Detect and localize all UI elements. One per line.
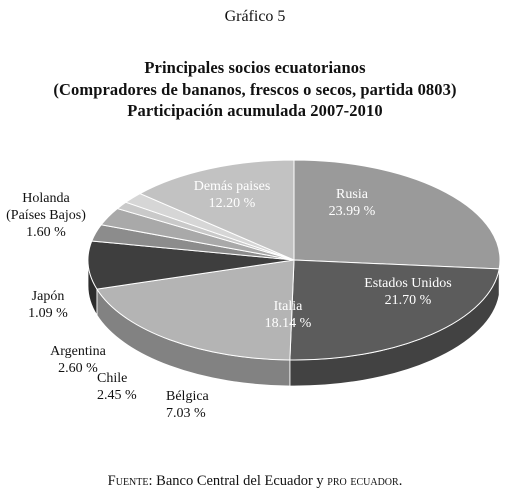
chart-source [0, 473, 510, 490]
source-conjunction: y [316, 473, 324, 489]
source-text-1: Banco Central del Ecuador [156, 473, 313, 489]
pie-slice-1 [290, 260, 499, 360]
chart-title-line-3: Participación acumulada 2007-2010 [127, 101, 383, 120]
slice-label-2-0: Italia [273, 299, 303, 314]
slice-label-8-1: 12.20 % [208, 196, 256, 211]
slice-label-8-0: Demás paises [193, 179, 271, 194]
chart-title-line-1: Principales socios ecuatorianos [144, 58, 366, 77]
source-prefix: Fuente: [107, 473, 153, 489]
slice-label-4-0: Chile [97, 371, 128, 386]
chart-title-line-2: (Compradores de bananos, frescos o secos, partida 0803) [53, 80, 457, 99]
slice-label-2-1: 18.14 % [264, 316, 312, 331]
slice-label-0-1: 23.99 % [328, 204, 376, 219]
slice-label-6-1: 1.09 % [28, 306, 68, 321]
figure-number: Gráfico 5 [224, 8, 286, 25]
slice-label-7-2: 1.60 % [26, 225, 66, 240]
slice-label-5-0: Argentina [50, 344, 106, 359]
slice-label-1-1: 21.70 % [384, 293, 432, 308]
slice-label-1-0: Estados Unidos [364, 276, 452, 291]
slice-label-3-1: 7.03 % [166, 406, 206, 421]
slice-label-7-1: (Países Bajos) [6, 208, 86, 223]
slice-label-0-0: Rusia [336, 187, 368, 202]
slice-label-5-1: 2.60 % [58, 361, 98, 376]
slice-label-6-0: Japón [31, 289, 65, 304]
slice-label-3-0: Bélgica [166, 389, 209, 404]
slice-label-7-0: Holanda [22, 191, 70, 206]
pie-slice-0 [294, 160, 500, 269]
source-text-2: pro ecuador. [327, 473, 403, 489]
slice-label-4-1: 2.45 % [97, 388, 137, 403]
